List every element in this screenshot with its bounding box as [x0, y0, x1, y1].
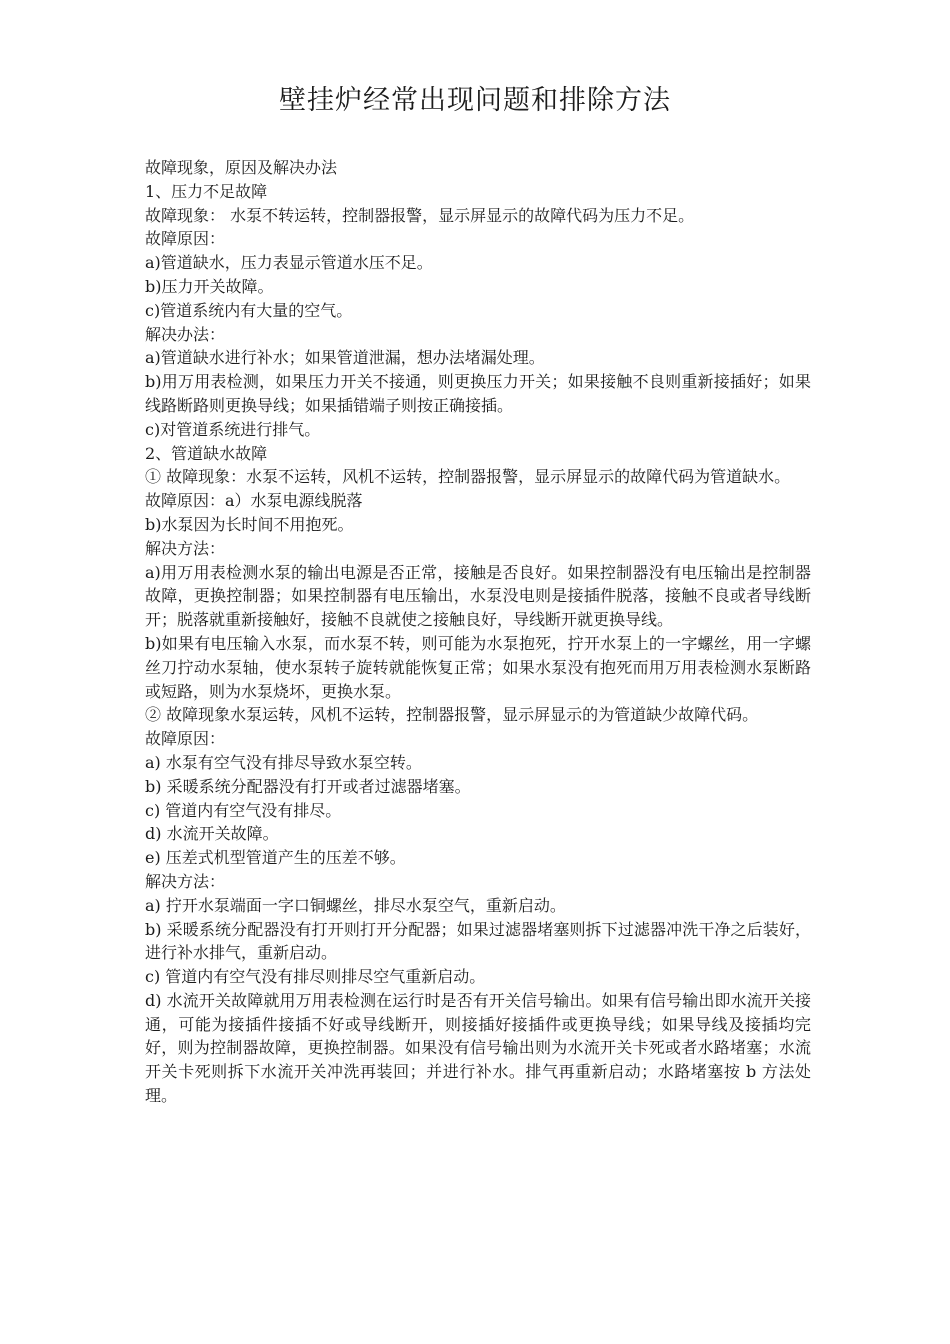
paragraph: 解决方法： [145, 538, 226, 558]
paragraph: 故障原因： [145, 729, 226, 749]
list-item: a) 拧开水泵端面一字口铜螺丝，排尽水泵空气，重新启动。 [145, 895, 566, 915]
list-item: a)用万用表检测水泵的输出电源是否正常，接触是否良好。如果控制器没有电压输出是控制器故障，更换控制器；如果控制器有电压输出，水泵没电则是接插件脱落，接触不良或者导线断开；脱落就重新接触好，接触不良就使之接触良好，导线断开就更换导线。 [145, 562, 811, 630]
list-item: e) 压差式机型管道产生的压差不够。 [145, 848, 406, 868]
list-item: d) 水流开关故障。 [145, 824, 279, 844]
paragraph: 解决办法： [145, 324, 226, 344]
list-item: a) 水泵有空气没有排尽导致水泵空转。 [145, 752, 422, 772]
list-item: c) 管道内有空气没有排尽。 [145, 800, 342, 820]
paragraph: 故障原因： [145, 229, 226, 249]
list-item: b) 采暖系统分配器没有打开则打开分配器；如果过滤器堵塞则拆下过滤器冲洗干净之后装好，进行补水排气，重新启动。 [145, 919, 811, 963]
paragraph: 故障现象，原因及解决办法 [145, 158, 338, 177]
paragraph: 故障原因：a）水泵电源线脱落 [145, 491, 363, 511]
paragraph: 故障现象： 水泵不转运转，控制器报警，显示屏显示的故障代码为压力不足。 [145, 205, 695, 225]
list-item: b)如果有电压输入水泵，而水泵不转，则可能为水泵抱死，拧开水泵上的一字螺丝，用一字螺丝刀拧动水泵轴，使水泵转子旋转就能恢复正常；如果水泵没有抱死而用万用表检测水泵断路或短路，则为水泵烧坏，更换水泵。 [145, 633, 811, 701]
list-item: d) 水流开关故障就用万用表检测在运行时是否有开关信号输出。如果有信号输出即水流开关接通，可能为接插件接插不好或导线断开，则接插好接插件或更换导线；如果导线及接插均完好，则为控制器故障，更换控制器。如果没有信号输出则为水流开关卡死或者水路堵塞；水流开关卡死则拆下水流开关冲洗再装回；并进行补水。排气再重新启动；水路堵塞按 b 方法处理。 [145, 990, 811, 1106]
list-item: c)对管道系统进行排气。 [145, 419, 321, 439]
list-item: b) 采暖系统分配器没有打开或者过滤器堵塞。 [145, 776, 471, 796]
document-body [145, 156, 811, 1108]
list-item: c)管道系统内有大量的空气。 [145, 300, 353, 320]
paragraph: 解决方法： [145, 871, 226, 891]
list-item: a)管道缺水进行补水；如果管道泄漏，想办法堵漏处理。 [145, 348, 545, 368]
list-item: a)管道缺水，压力表显示管道水压不足。 [145, 253, 433, 273]
list-item: b)用万用表检测，如果压力开关不接通，则更换压力开关；如果接触不良则重新接插好；如果线路断路则更换导线；如果插错端子则按正确接插。 [145, 372, 811, 415]
list-item: b)水泵因为长时间不用抱死。 [145, 514, 354, 534]
list-item: b)压力开关故障。 [145, 276, 274, 296]
document-title: 壁挂炉经常出现问题和排除方法 [279, 85, 671, 116]
paragraph: ① 故障现象：水泵不运转，风机不运转，控制器报警，显示屏显示的故障代码为管道缺水。 [145, 467, 791, 487]
paragraph: ② 故障现象水泵运转，风机不运转，控制器报警，显示屏显示的为管道缺少故障代码。 [145, 705, 759, 725]
list-item: c) 管道内有空气没有排尽则排尽空气重新启动。 [145, 967, 486, 987]
section-heading: 1、压力不足故障 [145, 181, 268, 201]
section-heading: 2、管道缺水故障 [145, 443, 268, 463]
